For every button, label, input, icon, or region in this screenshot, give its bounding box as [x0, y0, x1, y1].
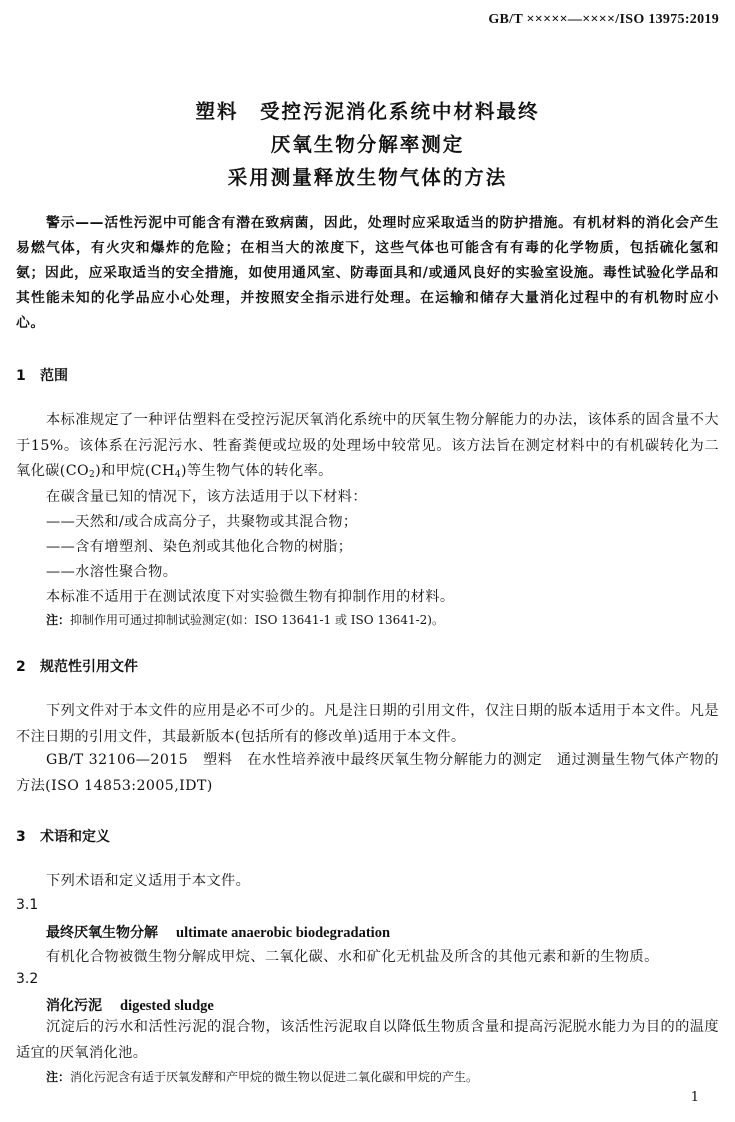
term-chinese: 消化污泥 [46, 998, 102, 1014]
title-line-2: 厌氧生物分解率测定 [270, 133, 465, 156]
scope-note [46, 611, 444, 628]
term-heading [46, 922, 390, 942]
applies-line: 在碳含量已知的情况下，该方法适用于以下材料： [46, 489, 367, 505]
warning-paragraph: 警示——活性污泥中可能含有潜在致病菌，因此，处理时应采取适当的防护措施。有机材料的消化会产生易燃气体，有火灾和爆炸的危险；在相当大的浓度下，这些气体也可能含有有毒的化学物质，包括硫化氢和氨；因此，应采取适当的安全措施，如使用通风室、防毒面具和/或通风良好的实验室设施。毒性试验化学品和其性能未知的化学品应小心处理，并按照安全指示进行处理。在运输和储存大量消化过程中的有机物时应小心。 [16, 215, 719, 331]
normative-paragraph: 下列文件对于本文件的应用是必不可少的。凡是注日期的引用文件，仅注日期的版本适用于本文件。凡是不注日期的引用文件，其最新版本(包括所有的修改单)适用于本文件。 [16, 703, 719, 745]
terms-intro: 下列术语和定义适用于本文件。 [46, 873, 251, 889]
list-item: ——水溶性聚合物。 [46, 564, 178, 580]
term-heading [46, 995, 214, 1015]
scope-text-a: 本标准规定了一种评估塑料在受控污泥厌氧消化系统中的厌氧生物分解能力的办法，该体系的固含量不大于15%。该体系在污泥污水、牲畜粪便或垃圾的处理场中较常见。该方法旨在测定材料中的有机碳转化为二氧化碳(CO [16, 412, 719, 479]
term-definition: 沉淀后的污水和活性污泥的混合物，该活性污泥取自以降低生物质含量和提高污泥脱水能力为目的的温度适宜的厌氧消化池。 [16, 1019, 719, 1061]
page-number: 1 [690, 1090, 699, 1105]
list-item: ——含有增塑剂、染色剂或其他化合物的树脂； [46, 539, 353, 555]
normative-reference: GB/T 32106—2015 塑料 在水性培养液中最终厌氧生物分解能力的测定 通过测量生物气体产物的方法(ISO 14853:2005,IDT) [16, 752, 719, 794]
term-number: 3.1 [16, 897, 39, 913]
section-number: 3 [16, 829, 26, 845]
section-2-heading [16, 656, 138, 676]
section-number: 2 [16, 659, 26, 675]
list-item: ——天然和/或合成高分子，共聚物或其混合物； [46, 514, 358, 530]
term-english: ultimate anaerobic biodegradation [176, 925, 391, 941]
term-definition: 有机化合物被微生物分解成甲烷、二氧化碳、水和矿化无机盐及所含的其他元素和新的生物质。 [46, 949, 659, 965]
section-1-heading [16, 365, 68, 385]
title-line-1: 塑料 受控污泥消化系统中材料最终 [195, 100, 540, 123]
term-note [46, 1068, 478, 1085]
standard-code: GB/T ×××××—××××/ISO 13975:2019 [488, 12, 719, 27]
section-title: 范围 [40, 368, 68, 384]
subscript-4: 4 [174, 470, 181, 480]
scope-text-c: )等生物气体的转化率。 [180, 463, 333, 479]
term-chinese: 最终厌氧生物分解 [46, 925, 158, 941]
scope-text-b: )和甲烷(CH [95, 463, 175, 479]
note-text: 消化污泥含有适于厌氧发酵和产甲烷的微生物以促进二氧化碳和甲烷的产生。 [70, 1070, 479, 1084]
section-3-heading [16, 826, 110, 846]
subscript-2: 2 [89, 470, 96, 480]
section-number: 1 [16, 368, 26, 384]
note-text: 抑制作用可通过抑制试验测定(如：ISO 13641-1 或 ISO 13641-2)。 [70, 613, 444, 627]
section-title: 术语和定义 [40, 829, 110, 845]
term-english: digested sludge [120, 998, 214, 1014]
not-applicable-line: 本标准不适用于在测试浓度下对实验微生物有抑制作用的材料。 [46, 589, 455, 605]
section-title: 规范性引用文件 [40, 659, 138, 675]
title-line-3: 采用测量释放生物气体的方法 [227, 166, 508, 189]
scope-paragraph [16, 408, 719, 489]
term-number: 3.2 [16, 971, 39, 987]
note-label: 注： [46, 1070, 71, 1084]
note-label: 注： [46, 613, 71, 627]
